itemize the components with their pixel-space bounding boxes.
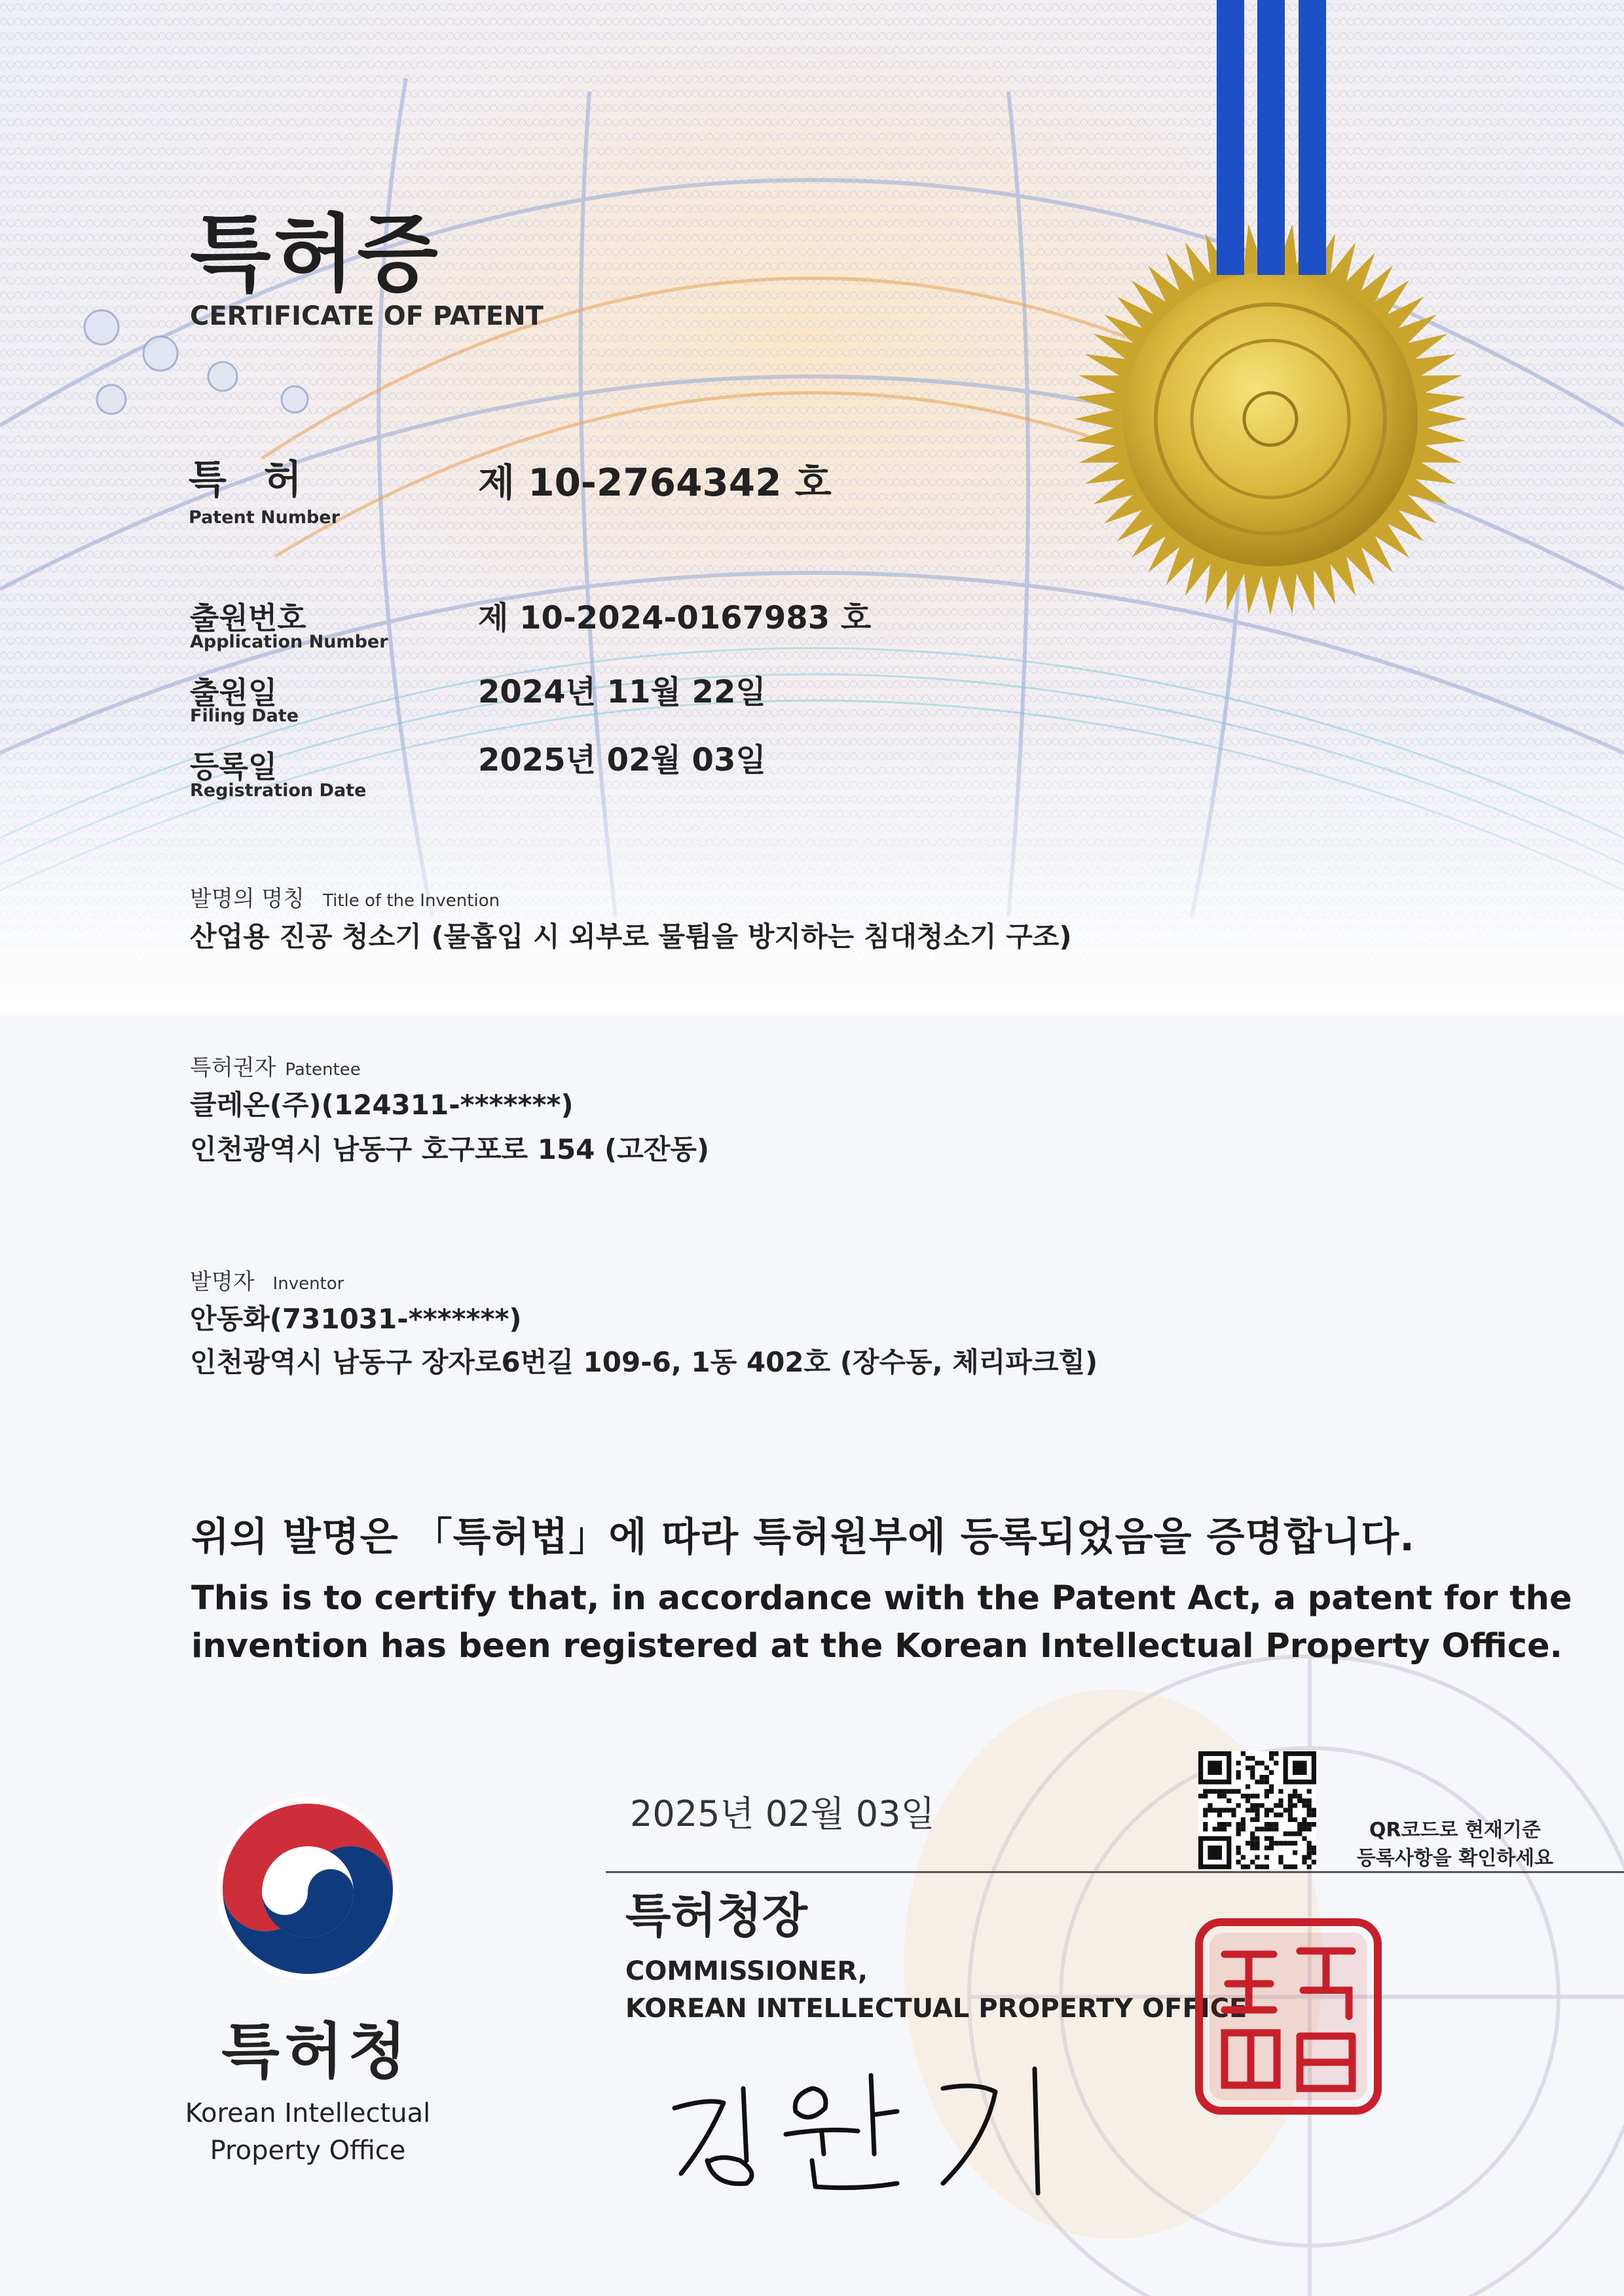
office-name-en-line1: Korean Intellectual [185, 2098, 431, 2128]
declaration-ko: 위의 발명은 「특허법」에 따라 특허원부에 등록되었음을 증명합니다. [191, 1514, 1416, 1560]
qr-caption-line2: 등록사항을 확인하세요 [1356, 1847, 1554, 1870]
commissioner-title-en-line2: KOREAN INTELLECTUAL PROPERTY OFFICE [625, 1994, 1247, 2024]
commissioner-title-ko: 특허청장 [625, 1888, 808, 1943]
patentee-label-en: Patentee [285, 1060, 361, 1080]
inventor-label-en: Inventor [272, 1274, 344, 1294]
inventor-label [190, 1264, 344, 1296]
qr-code[interactable] [1198, 1751, 1316, 1869]
registration-date-value: 2025년 02월 03일 [478, 742, 766, 778]
patentee-label [190, 1049, 361, 1082]
ribbon-stripe [1217, 0, 1244, 275]
office-name-ko: 특허청 [221, 2016, 412, 2086]
application-number-label-en: Application Number [190, 632, 388, 652]
commissioner-title-en-line1: COMMISSIONER, [625, 1956, 868, 1986]
ribbon-stripe [1257, 0, 1285, 275]
certificate-title-ko: 특허증 [190, 206, 441, 303]
invention-label-ko: 발명의 명칭 [190, 886, 305, 912]
invention-title-value: 산업용 진공 청소기 (물흡입 시 외부로 물튐을 방지하는 침대청소기 구조) [190, 920, 1072, 953]
registration-date-label-en: Registration Date [190, 780, 367, 801]
patent-number-label-ko: 특 허 [189, 457, 314, 503]
filing-date-value: 2024년 11월 22일 [478, 674, 766, 710]
office-name-en-line2: Property Office [210, 2136, 406, 2166]
inventor-name: 안동화(731031-*******) [190, 1303, 522, 1335]
commissioner-signature [661, 2062, 1067, 2200]
official-seal-stamp [1195, 1918, 1382, 2115]
ribbon-stripe [1299, 0, 1326, 275]
patentee-name: 클레온(주)(124311-*******) [190, 1089, 574, 1121]
certificate-title-en: CERTIFICATE OF PATENT [190, 301, 544, 331]
registration-date-label-ko: 등록일 [190, 749, 278, 784]
inventor-address: 인천광역시 남동구 장자로6번길 109-6, 1동 402호 (장수동, 체리파크힐) [190, 1346, 1098, 1378]
qr-caption-line1: QR코드로 현재기준 [1369, 1819, 1541, 1842]
invention-label [190, 881, 500, 913]
application-number-label-ko: 출원번호 [190, 600, 306, 636]
taegeuk-logo-icon [213, 1794, 403, 1984]
patent-number-label-en: Patent Number [189, 507, 340, 528]
invention-label-en: Title of the Invention [323, 891, 500, 911]
patentee-address: 인천광역시 남동구 호구포로 154 (고잔동) [190, 1133, 710, 1165]
patentee-label-ko: 특허권자 [190, 1055, 276, 1081]
issue-date: 2025년 02월 03일 [630, 1793, 935, 1834]
signature-rule [606, 1871, 1624, 1873]
declaration-en-line1: This is to certify that, in accordance with the Patent Act, a patent for the [191, 1579, 1572, 1618]
signature-text: 김 완 기 [661, 2062, 664, 2063]
filing-date-label-ko: 출원일 [190, 675, 278, 710]
inventor-label-ko: 발명자 [190, 1269, 255, 1295]
declaration-en-line2: invention has been registered at the Korean Intellectual Property Office. [191, 1627, 1562, 1666]
filing-date-label-en: Filing Date [190, 706, 299, 726]
application-number-value: 제 10-2024-0167983 호 [478, 600, 872, 636]
patent-number-value: 제 10-2764342 호 [478, 460, 832, 505]
